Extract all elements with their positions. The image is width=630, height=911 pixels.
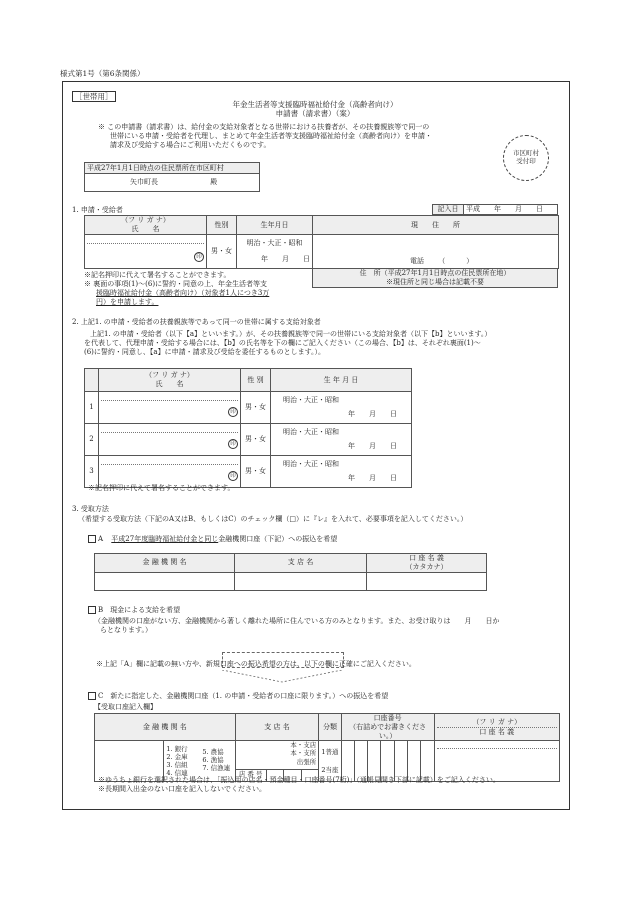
col-gender: 性別 [207,216,237,235]
furigana-line [101,399,238,401]
kind-option: 2当座 [321,766,339,775]
a-col-holder-label: 口 座 名 義 [409,554,444,562]
birth-ymd: 年 月 日 [348,410,397,418]
option-b-checkbox[interactable] [88,606,96,614]
dependent-gender-field[interactable]: 男・女 [241,424,271,456]
branch-type-option: 出張所 [296,757,317,766]
section2-desc-line1: 上記1. の申請・受給者（以下【a】といいます。）が、その扶養親族等で同一の世帯にいる支給対象者（以下【b】といいます。） [90,330,492,338]
applicant-table [84,215,559,269]
table-row [85,424,412,456]
c-col-account-note: （右詰めでお書きください。） [349,722,427,740]
row-no-header [85,369,99,392]
resident-address-box [312,268,558,288]
option-a-underlined: 平成27年度臨時福祉給付金と同じ [111,535,219,543]
c-col-account-label: 口座番号 [373,714,402,722]
option-b-text: B 現金による支給を希望 [98,606,181,614]
section3-instruction: （希望する受取方法（下記のA又はB、もしくはC）のチェック欄（□）に『レ』を入れて、必要事項を記入してください。） [78,515,468,523]
birth-ymd: 年 月 日 [261,255,310,263]
dependent-birth-field[interactable] [271,424,412,456]
bank-type-option: 2. 金庫 [166,753,188,762]
section2-heading: 2. 上記1. の申請・受給者の扶養親族等であって同一の世帯に属する支給対象者 [72,318,321,326]
c-col-account [341,714,434,741]
callout-arrow [222,670,342,684]
c-col-kind: 分類 [319,714,341,741]
row-number: 2 [85,424,99,456]
form-title [150,100,480,119]
dependents-table [84,368,412,488]
era-options: 明治・大正・昭和 [283,396,339,405]
stamp-line1: 市区町村 [513,149,539,157]
option-c-subheading: 【受取口座記入欄】 [94,703,157,711]
option-c-text: C 新たに指定した、金融機関口座（1. の申請・受給者の口座に限ります。）への振込を希望 [98,692,389,700]
dependent-gender-field[interactable]: 男・女 [241,456,271,488]
table-row [85,456,412,488]
a-col-holder [367,554,487,573]
phone-field[interactable]: （ ） [438,257,474,266]
option-b-desc-line2: らとなります。） [100,625,152,634]
intro-note-line3: 請求及び受給する場合にご利用いただくものです。 [110,140,271,149]
intro-note [98,123,498,149]
option-c-account-table [94,713,560,782]
dependent-name-field[interactable] [99,424,241,456]
a-col-kana: （カタカナ） [405,562,448,571]
applicant-birth-field[interactable] [237,235,313,269]
yucho-note: ※ゆうちょ銀行を選択された場合は、「振込用の店名・預金種目・口座番号(7桁)」（通帳見開き下部に記載）をご記入ください。 [98,776,500,784]
furigana-line [437,747,557,749]
dependent-birth-field[interactable] [271,456,412,488]
seal-mark: 印 [228,471,238,481]
kind-option: 1普通 [321,748,339,757]
option-b-note: ※上記「A」欄に記載の無い方や、新規口座への振込希望の方は、以下の欄に正確にご記入ください。 [96,660,416,668]
option-c-notes [98,776,562,794]
intro-note-line2: 世帯にいる申請・受給者を代理し、まとめて年金生活者等支援臨時福祉給付金（高齢者向け）を申請・ [110,131,432,140]
section2-description [84,330,562,356]
pledge-text [84,280,304,306]
option-b-desc-line1: （金融機関の口座がない方、金融機関から著しく離れた場所に住んでいる方のみとなります。また、お受け取りは 月 日か [94,617,500,625]
dependent-gender-field[interactable]: 男・女 [241,392,271,424]
bank-type-option: 1. 銀行 [166,745,188,753]
a-bank-field[interactable] [95,572,235,590]
dependent-birth-field[interactable] [271,392,412,424]
table-row [85,392,412,424]
option-a-text: 金融機関口座（下記）への振込を希望 [218,535,338,543]
furigana-line [101,431,238,433]
dep-col-gender: 性 別 [241,369,271,392]
furigana-line [101,463,238,465]
option-a [88,535,337,544]
bank-type-option: 6. 漁協 [202,756,224,765]
resident-line1: 住 所（平成27年1月1日時点の住民票所在地） [359,269,511,278]
option-b-desc [94,617,564,635]
birth-ymd: 年 月 日 [348,442,397,450]
entry-date-field[interactable]: 平成 年 月 日 [464,205,558,215]
row-number: 3 [85,456,99,488]
intro-note-line1: ※ この申請書（請求書）は、給付金の支給対象者となる世帯における扶養者が、その扶養親族等で同一の [98,123,430,131]
seal-mark: 印 [228,407,238,417]
era-options: 明治・大正・昭和 [246,239,303,248]
mayor-addressee: 矢巾町長 [130,178,158,187]
bank-type-option: 5. 農協 [202,748,224,756]
branch-type-option: 本・支店 [290,741,317,750]
stamp-line2: 受付印 [516,157,536,166]
municipality-box [84,162,260,192]
branch-type-option: 本・支所 [290,749,317,758]
sign-note-2: ※記名押印に代えて署名することができます。 [88,484,235,492]
option-c-checkbox[interactable] [88,692,96,700]
sign-note-1: ※記名押印に代えて署名することができます。 [84,271,231,279]
pledge-line1: ※ 裏面の事項(1)～(6)に誓約・同意の上、年金生活者等支 [84,280,268,288]
applicant-address-field[interactable] [313,235,559,269]
option-b [88,606,180,615]
dep-col-name-label: 氏 名 [155,380,184,388]
municipality-header: 平成27年1月1日時点の住民票所在市区町村 [85,163,260,174]
c-col-furigana: （フ リ ガ ナ） [437,718,557,728]
era-options: 明治・大正・昭和 [283,428,339,437]
form-id: 様式第1号（第6条関係） [60,69,145,78]
entry-date-box [432,204,558,215]
resident-line2: ※現住所と同じ場合は記載不要 [386,278,484,286]
household-tag: ［世帯用］ [72,91,116,102]
dependent-name-field[interactable] [99,392,241,424]
row-number: 1 [85,392,99,424]
applicant-name-field[interactable] [85,235,207,269]
dependent-name-field[interactable] [99,456,241,488]
pledge-line2: 援臨時福祉給付金（高齢者向け）（対象者1人につき3万 [96,288,270,297]
a-holder-field[interactable] [367,572,487,590]
honorific: 殿 [210,178,218,187]
col-address: 現 住 所 [313,216,559,235]
option-a-bank-table [94,553,487,591]
option-c [88,692,388,701]
section2-desc-line3: (6)に誓約・同意し、【a】に申請・請求及び受給を委任するものとします。）。 [84,347,326,356]
reception-stamp-circle [503,135,549,181]
birth-ymd: 年 月 日 [348,474,397,482]
c-col-holder [434,714,559,741]
col-furigana-name [85,216,207,235]
resident-address-field[interactable] [313,269,558,288]
c-col-bank: 金 融 機 関 名 [95,714,236,741]
title-line2: 申請書（請求書）（案） [275,109,355,119]
pledge-line3: 円）を申請します。 [96,297,159,306]
a-col-branch: 支 店 名 [235,554,367,573]
dep-col-name [99,369,241,392]
seal-mark: 印 [228,439,238,449]
option-a-letter: A [98,535,104,543]
phone-label: 電話 [410,257,424,266]
bank-type-option: 4. 信連 [166,769,188,778]
applicant-gender-field[interactable]: 男・女 [207,235,237,269]
dormant-account-note: ※長期間入出金のない口座を記入しないでください。 [98,784,266,793]
era-options: 明治・大正・昭和 [283,460,339,469]
a-col-bank: 金 融 機 関 名 [95,554,235,573]
bank-type-option: 3. 信組 [166,761,188,770]
dep-col-birth: 生 年 月 日 [271,369,412,392]
entry-date-label: 記入日 [433,205,464,215]
col-furigana: （フ リ ガ ナ） [121,216,170,225]
a-branch-field[interactable] [235,572,367,590]
dep-col-furigana: （フ リ ガ ナ） [145,371,194,380]
col-name: 氏 名 [131,225,160,233]
seal-mark: 印 [194,252,204,262]
section1-heading: 1. 申請・受給者 [72,206,123,214]
section2-desc-line2: を代表して、代理申請・受給する場合には、【b】の氏名等を下の欄にご記入ください（この場合、【b】は、それぞれ裏面(1)～ [84,338,481,347]
title-line1: 年金生活者等支援臨時福祉給付金（高齢者向け） [232,100,398,109]
c-col-holder-label: 口 座 名 義 [479,727,515,736]
c-col-branch: 支 店 名 [235,714,319,741]
furigana-line [87,242,204,244]
section3-heading: 3. 受取方法 [72,505,109,513]
option-a-checkbox[interactable] [88,535,96,543]
col-birth: 生年月日 [237,216,313,235]
branch-no-label: 店 番 号 [236,770,267,781]
bank-type-option: 7. 信漁連 [202,764,231,773]
